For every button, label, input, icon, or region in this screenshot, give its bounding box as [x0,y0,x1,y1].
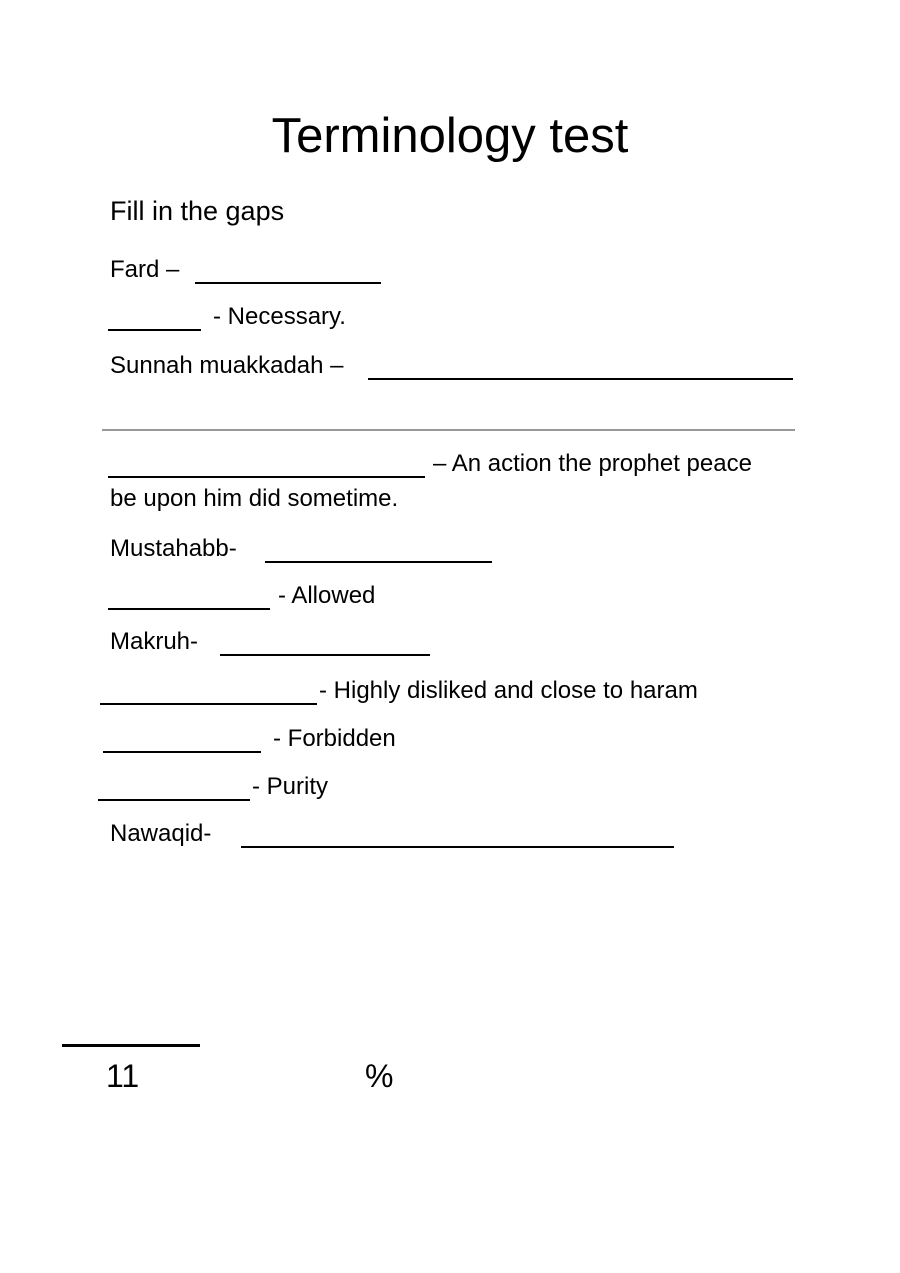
answer-blank-sunnah-muakkadah[interactable] [368,354,793,380]
definition-label-allowed: - Allowed [278,582,376,609]
score-denominator: 11 [106,1058,140,1094]
definition-continuation-line [110,482,398,516]
definition-label-necessary: - Necessary. [213,303,346,330]
term-label-fard: Fard – [110,256,180,283]
answer-blank-highly-disliked[interactable] [100,679,317,705]
question-row-purity [98,770,328,804]
section-divider [102,429,795,431]
definition-label-an-action-line2: be upon him did sometime. [110,485,399,512]
definition-label-forbidden: - Forbidden [273,725,396,752]
question-row-highly-disliked [100,674,698,708]
percent-symbol: % [365,1058,394,1094]
definition-label-purity: - Purity [252,773,329,800]
definition-label-highly-disliked: - Highly disliked and close to haram [319,677,698,704]
answer-blank-allowed[interactable] [108,584,270,610]
page-title: Terminology test [271,109,629,163]
term-label-sunnah-muakkadah: Sunnah muakkadah – [110,352,344,379]
question-row-sunnah-muakkadah [110,349,793,383]
answer-blank-an-action[interactable] [108,452,425,478]
question-row-makruh [110,625,430,659]
definition-label-an-action: – An action the prophet peace [433,450,752,477]
question-row-forbidden [103,722,396,756]
answer-blank-makruh[interactable] [220,630,430,656]
answer-blank-nawaqid[interactable] [241,822,674,848]
question-row-an-action [108,447,752,481]
term-label-makruh: Makruh- [110,628,199,655]
question-row-mustahabb [110,532,492,566]
answer-blank-purity[interactable] [98,775,250,801]
question-row-allowed [108,579,375,613]
answer-blank-necessary[interactable] [108,305,201,331]
term-label-mustahabb: Mustahabb- [110,535,237,562]
question-row-fard [110,253,381,287]
answer-blank-mustahabb[interactable] [265,537,492,563]
term-label-nawaqid: Nawaqid- [110,820,212,847]
answer-blank-fard[interactable] [195,258,381,284]
question-row-nawaqid [110,817,674,851]
question-row-necessary [108,300,346,334]
answer-blank-forbidden[interactable] [103,727,261,753]
section-heading: Fill in the gaps [110,196,285,226]
score-fraction-line [62,1044,200,1047]
